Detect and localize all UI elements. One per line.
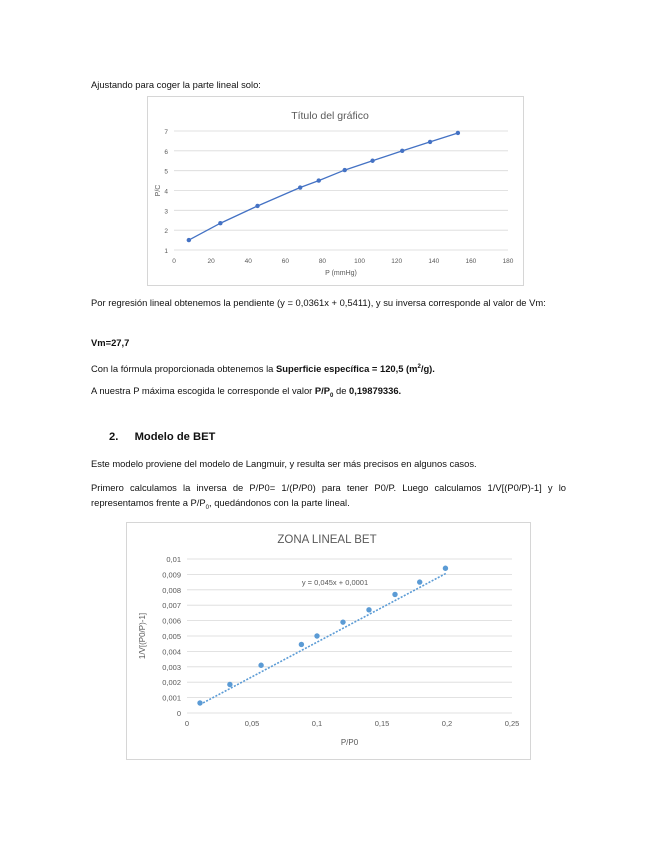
data-point [298, 185, 302, 189]
y-tick-label: 0,004 [162, 647, 181, 657]
regression-text: Por regresión lineal obtenemos la pendiente (y = 0,0361x + 0,5411), y su inversa corresponde al valor de Vm: [91, 297, 546, 308]
y-tick-label: 0,008 [162, 585, 181, 595]
chart-langmuir-linear [147, 96, 524, 286]
y-tick-label: 0,009 [162, 570, 181, 580]
section-number: 2. [109, 431, 119, 443]
chart-bet-svg [127, 523, 530, 759]
data-point [197, 700, 202, 705]
x-axis-label: P/P0 [340, 738, 359, 747]
data-point [227, 682, 232, 687]
chart-title: ZONA LINEAL BET [277, 534, 377, 546]
y-tick-label: 7 [164, 129, 168, 136]
vm-value: Vm=27,7 [91, 337, 130, 348]
trendline [200, 573, 447, 705]
y-tick-label: 0,003 [162, 662, 181, 672]
pmax-sub: 0 [330, 392, 334, 399]
y-tick-label: 2 [164, 228, 168, 236]
pmax-mid: de [333, 385, 350, 396]
pmax-text [91, 384, 566, 403]
y-tick-label: 0 [176, 709, 181, 718]
bet-intro-text: Este modelo proviene del modelo de Langmuir, y resulta ser más precisos en algunos casos. [91, 458, 477, 469]
y-tick-label: 0,01 [166, 555, 181, 564]
x-tick-label: 0,1 [311, 719, 323, 728]
data-point [340, 619, 345, 624]
y-tick-label: 0,007 [162, 601, 181, 611]
y-tick-label: 6 [164, 148, 168, 156]
data-point [366, 607, 371, 612]
y-tick-label: 4 [164, 188, 168, 196]
x-tick-label: 60 [281, 258, 289, 265]
intro-text: Ajustando para coger la parte lineal solo: [91, 79, 261, 90]
formula-text [91, 360, 566, 377]
data-point [314, 633, 319, 638]
x-tick-label: 80 [318, 258, 327, 265]
y-tick-label: 3 [164, 208, 168, 216]
data-point [317, 178, 321, 182]
data-point [187, 238, 191, 242]
chart-title: Título del gráfico [291, 110, 369, 122]
y-tick-label: 0,001 [162, 693, 181, 703]
bet-calc-pre: Primero calculamos la inversa de P/P0= 1/(P/P0) para tener P0/P. Luego calculamos 1/V[(P0/P)-1] y lo representamos frente a P/P [91, 482, 566, 508]
y-tick-label: 0,002 [162, 678, 181, 688]
data-point [218, 221, 222, 225]
x-tick-label: 0 [184, 719, 190, 728]
section-heading [109, 431, 215, 443]
x-tick-label: 0 [172, 258, 176, 265]
data-point [299, 642, 304, 647]
data-point [392, 592, 397, 597]
bet-calc-sub: 0 [205, 504, 209, 511]
x-axis-label: P (mmHg) [325, 270, 357, 277]
x-tick-label: 0,15 [374, 719, 390, 728]
formula-pre: Con la fórmula proporcionada obtenemos la [91, 363, 277, 375]
data-point [428, 140, 432, 144]
y-tick-label: 0,005 [162, 632, 181, 641]
formula-end: /g). [420, 363, 435, 375]
data-point [417, 579, 422, 584]
formula-sup: 2 [417, 364, 421, 370]
bet-calc-text [91, 481, 566, 515]
y-tick-label: 5 [164, 168, 168, 176]
pmax-pre: A nuestra P máxima escogida le corresponde el valor [91, 385, 315, 396]
section-title: Modelo de BET [134, 431, 216, 443]
x-tick-label: 120 [391, 258, 403, 265]
data-point [456, 131, 460, 135]
y-tick-label: 1 [164, 248, 168, 255]
series-line [189, 133, 458, 240]
x-tick-label: 40 [244, 258, 252, 265]
data-point [258, 663, 263, 668]
data-point [370, 159, 374, 163]
y-axis-label: 1/V[(P0/P)-1] [138, 612, 147, 660]
x-tick-label: 160 [465, 258, 477, 265]
chart-bet-linear [126, 522, 531, 760]
data-point [443, 566, 448, 571]
bet-calc-end: , quedándonos con la parte lineal. [209, 496, 350, 508]
data-point [343, 168, 347, 172]
formula-bold: Superficie específica = 120,5 (m [276, 363, 418, 375]
y-tick-label: 0,006 [162, 616, 181, 626]
data-point [400, 149, 404, 153]
y-axis-label: P/C [155, 184, 162, 197]
trendline-equation: y = 0,045x + 0,0001 [301, 578, 369, 587]
x-tick-label: 0,2 [441, 719, 453, 728]
data-point [255, 204, 259, 208]
x-tick-label: 140 [428, 258, 440, 265]
x-tick-label: 180 [502, 258, 514, 265]
x-tick-label: 20 [207, 258, 215, 265]
x-tick-label: 0,05 [244, 719, 260, 728]
pmax-value: 0,19879336. [349, 385, 402, 396]
x-tick-label: 0,25 [504, 719, 520, 728]
x-tick-label: 100 [354, 258, 365, 265]
pmax-label: P/P [314, 385, 331, 396]
chart-langmuir-svg [148, 97, 523, 285]
